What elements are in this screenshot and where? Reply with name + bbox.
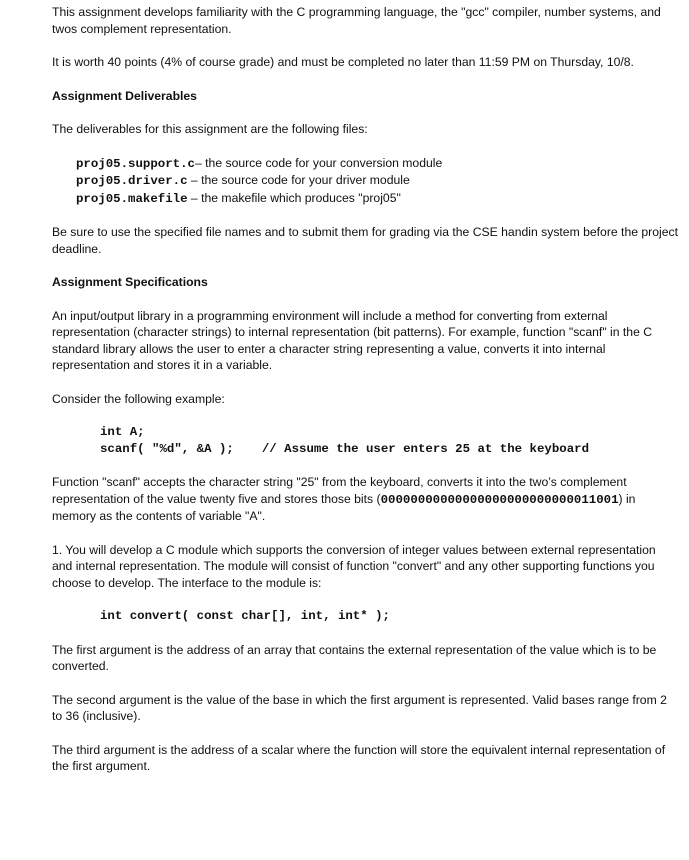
file-description: – the source code for your driver module bbox=[187, 173, 410, 187]
file-name: proj05.driver.c bbox=[76, 174, 188, 188]
code-line bbox=[100, 441, 679, 458]
file-item bbox=[76, 155, 679, 173]
example-lead: Consider the following example: bbox=[52, 391, 225, 406]
interface-code bbox=[100, 608, 679, 625]
code-line: int convert( const char[], int, int* ); bbox=[100, 609, 390, 623]
file-description: – the makefile which produces "proj05" bbox=[187, 190, 401, 205]
file-name: proj05.support.c bbox=[76, 156, 195, 171]
explanation-text: Function "scanf" accepts the character string "25" from the keyboard, converts it into the two’s complement representation of the value twenty five and stores those bits ( bbox=[52, 475, 627, 506]
file-description: – the source code for your conversion module bbox=[194, 155, 443, 170]
module-task-paragraph: 1. You will develop a C module which supports the conversion of integer values between external representation and internal representation. The module will consist of function "convert" and any other supporting functions you choose to develop. The interface to the module is: bbox=[52, 542, 656, 590]
code-line: int A; bbox=[100, 425, 145, 439]
specifications-heading: Assignment Specifications bbox=[52, 275, 208, 289]
first-argument-paragraph: The first argument is the address of an array that contains the external representation of the value which is to be converted. bbox=[52, 642, 657, 673]
points-deadline-paragraph: It is worth 40 points (4% of course grade) and must be completed no later than 11:59 PM on Thursday, 10/8. bbox=[52, 55, 634, 69]
file-name: proj05.makefile bbox=[76, 191, 188, 206]
file-item bbox=[76, 190, 679, 208]
bit-pattern: 00000000000000000000000000011001 bbox=[380, 492, 619, 507]
deliverables-lead: The deliverables for this assignment are the following files: bbox=[52, 122, 368, 136]
deliverables-heading: Assignment Deliverables bbox=[52, 88, 197, 103]
code-comment: // Assume the user enters 25 at the keyboard bbox=[261, 441, 590, 456]
third-argument-paragraph: The third argument is the address of a scalar where the function will store the equivalent internal representation of the first argument. bbox=[52, 742, 666, 773]
scanf-code-example bbox=[100, 424, 679, 457]
deliverables-file-list bbox=[76, 155, 679, 208]
code-statement: scanf( "%d", &A ); bbox=[100, 441, 234, 456]
handin-note: Be sure to use the specified file names and to submit them for grading via the CSE handin system before the project deadline. bbox=[52, 225, 678, 256]
intro-paragraph: This assignment develops familiarity with the C programming language, the "gcc" compiler, number systems, and twos complement representation. bbox=[52, 5, 661, 36]
scanf-explanation-paragraph bbox=[52, 474, 679, 525]
second-argument-paragraph: The second argument is the value of the base in which the first argument is represented. Valid bases range from 2 to 36 (inclusive). bbox=[52, 692, 667, 723]
scanf-intro-paragraph: An input/output library in a programming environment will include a method for converting from external representation (character strings) to internal representation (bit patterns). For example, function "scanf" in the C standard library allows the user to enter a character string representing a value, converts it into internal representation and stores it in a variable. bbox=[52, 308, 653, 372]
file-item bbox=[76, 172, 679, 190]
explanation-text-end: ) in memory as the contents of variable "A". bbox=[52, 491, 636, 523]
